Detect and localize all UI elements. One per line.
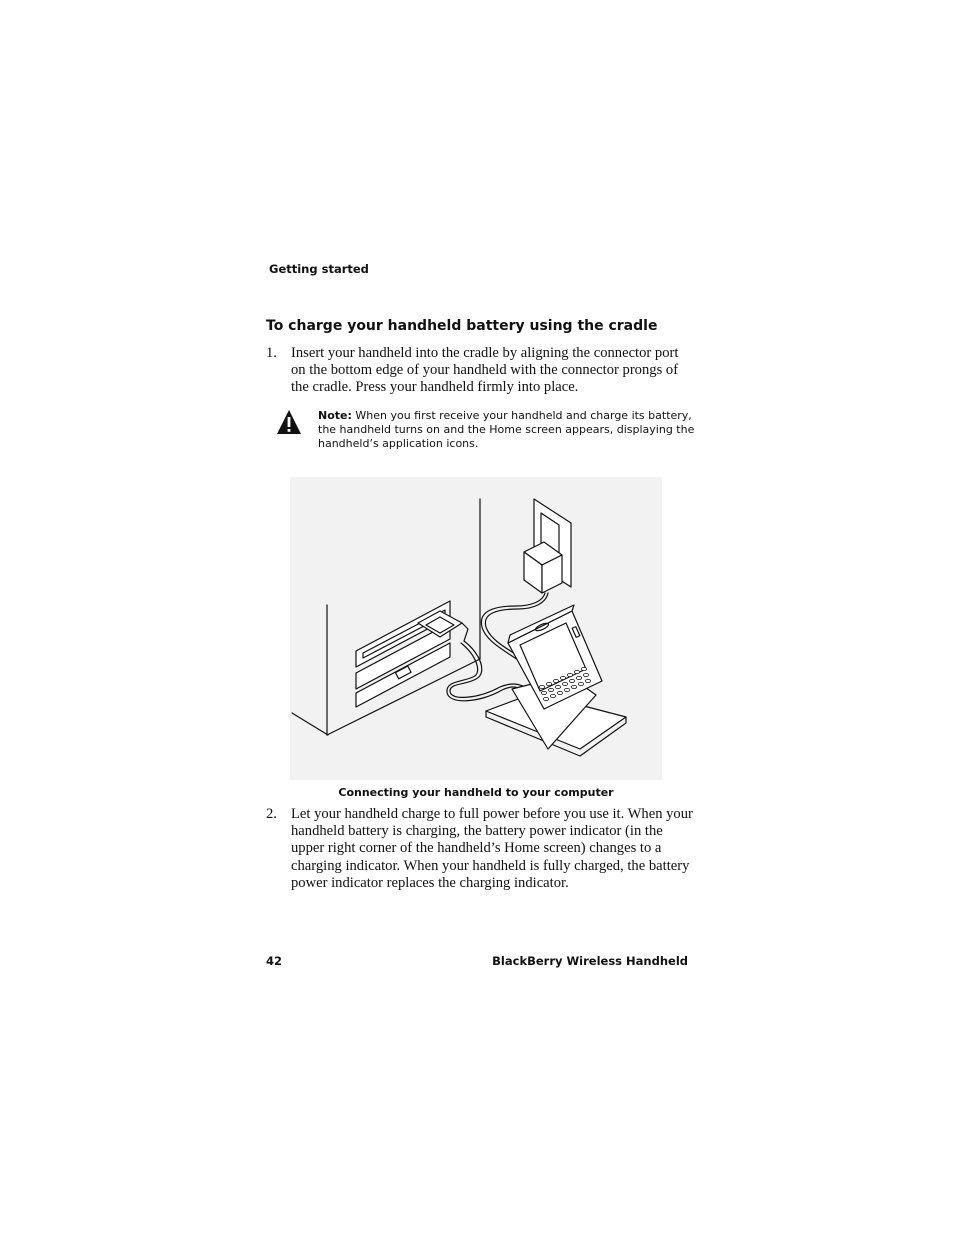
cradle-connection-illustration — [290, 477, 662, 780]
step-1 — [266, 345, 696, 397]
note-text — [318, 409, 698, 451]
figure-caption: Connecting your handheld to your computer — [338, 786, 614, 799]
book-title: BlackBerry Wireless Handheld — [492, 954, 688, 968]
page-number: 42 — [266, 954, 283, 968]
warning-icon — [276, 409, 302, 435]
step-text: Let your handheld charge to full power before you use it. When your handheld battery is charging, the battery power indicator (in the upper right corner of the handheld’s Home screen) changes to a charging indicator. When your handheld is fully charged, the battery power indicator replaces the charging indicator. — [291, 806, 693, 891]
step-number: 2. — [266, 806, 277, 822]
note-label: Note: — [318, 409, 352, 422]
section-title: To charge your handheld battery using the cradle — [266, 318, 658, 334]
step-text: Insert your handheld into the cradle by aligning the connector port on the bottom edge of your handheld with the connector prongs of the cradle. Press your handheld firmly into place. — [291, 345, 679, 396]
note-body: When you first receive your handheld and charge its battery, the handheld turns on and the Home screen appears, displaying the handheld’s application icons. — [318, 409, 695, 450]
running-head: Getting started — [269, 262, 369, 276]
step-2 — [266, 806, 696, 892]
step-number: 1. — [266, 345, 277, 361]
